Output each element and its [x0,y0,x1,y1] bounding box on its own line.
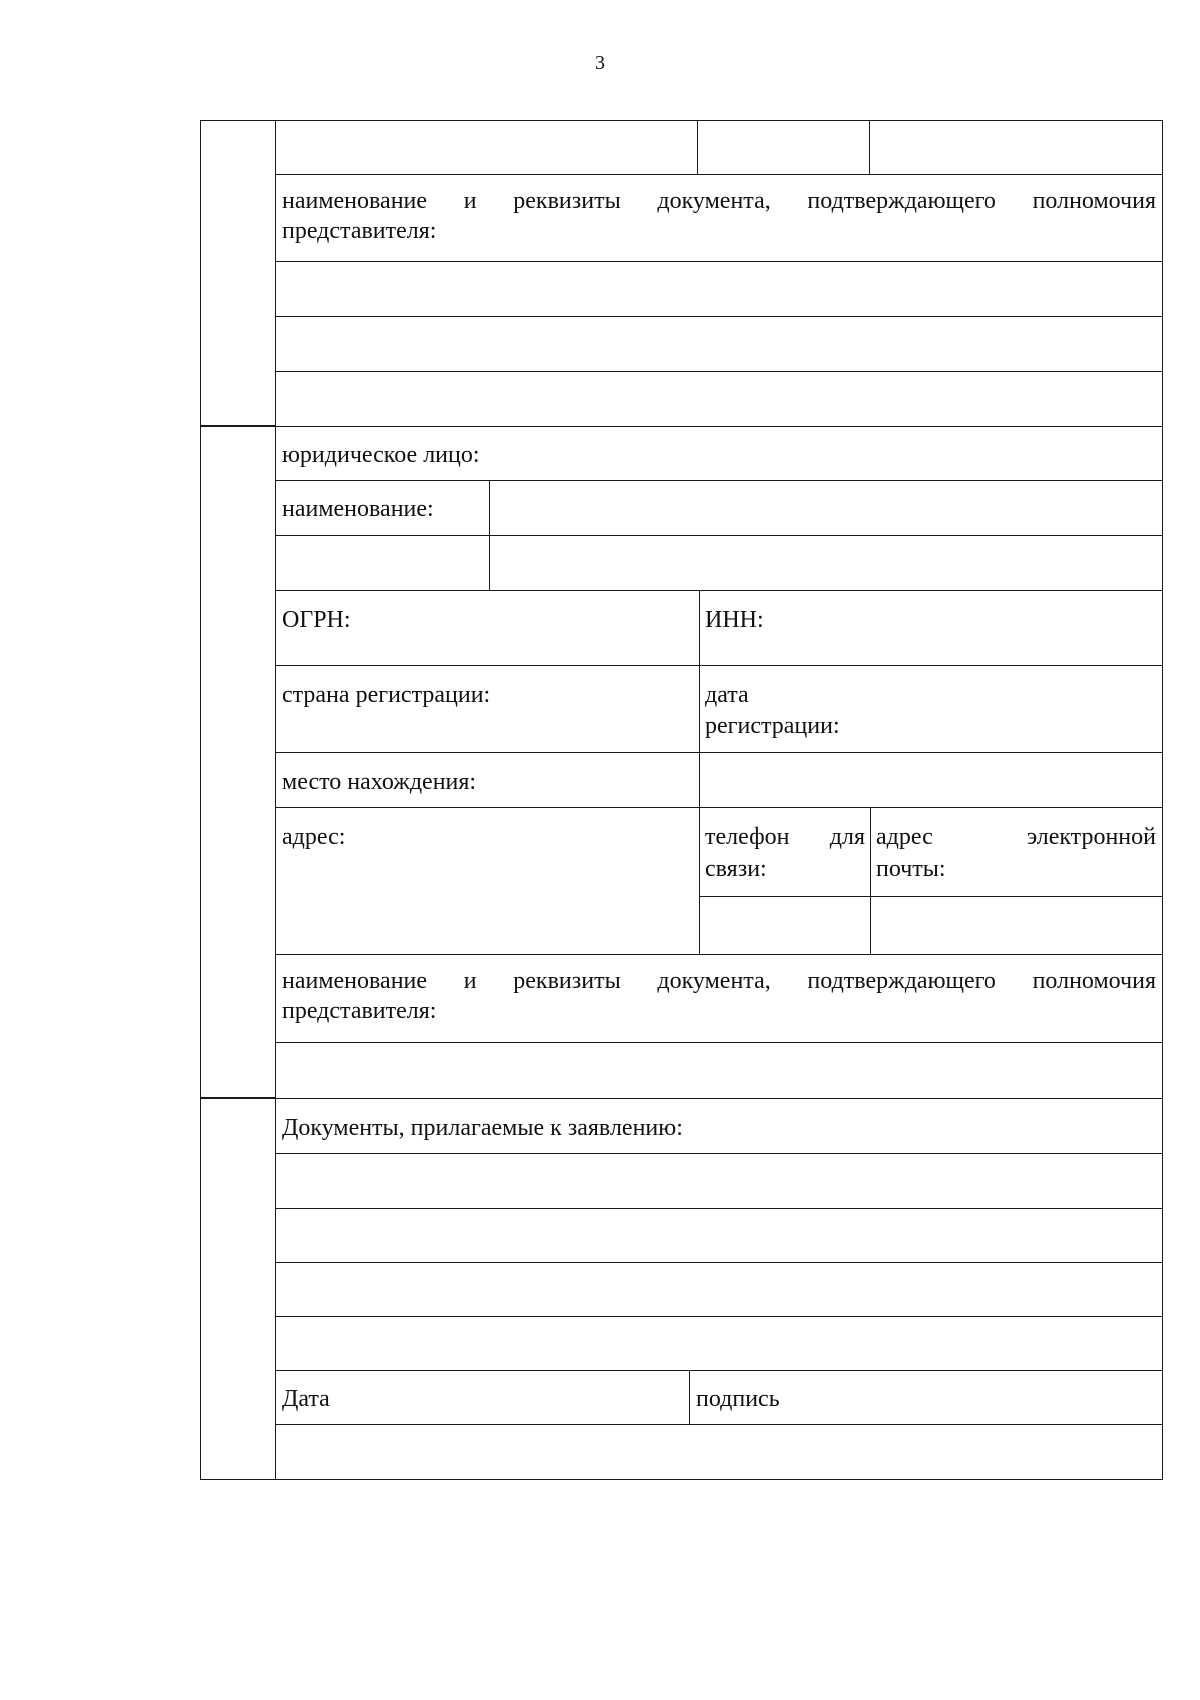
date-label-cell [275,1370,690,1425]
documents-field-1[interactable] [275,1153,1163,1209]
legal-entity-ogrn-label: ОГРН: [282,607,351,633]
representative-authority-document-label: наименование и реквизиты документа, подтверждающего полномочия представителя: [282,188,1156,244]
legal-entity-authority-document-field[interactable] [275,1042,1163,1099]
legal-entity-inn-cell[interactable] [699,590,1163,666]
legal-entity-email-field[interactable] [870,896,1163,955]
documents-field-4[interactable] [275,1316,1163,1371]
legal-entity-phone-label-line1 [705,822,865,852]
representative-authority-document-field-2[interactable] [275,316,1163,372]
representative-field-2[interactable] [697,120,870,175]
representative-authority-document-field-3[interactable] [275,371,1163,427]
legal-entity-name-label: наименование: [282,496,434,522]
legal-entity-title: юридическое лицо: [282,442,480,468]
phone-label-word-2: для [829,824,865,850]
phone-label-word-1: телефон [705,824,790,850]
legal-entity-email-label-line1 [876,822,1156,852]
legal-entity-reg-date-label-line1: дата [705,682,749,708]
legal-entity-name-extra-left-field[interactable] [275,535,490,591]
row-number-cell-documents [200,1098,276,1480]
legal-entity-email-label-line2: почты: [876,856,946,882]
date-signature-field[interactable] [275,1424,1163,1480]
email-label-word-2: электронной [1026,824,1156,850]
legal-entity-location-field[interactable] [699,752,1163,808]
legal-entity-inn-label: ИНН: [705,607,764,633]
documents-field-3[interactable] [275,1262,1163,1317]
email-label-word-1: адрес [876,824,933,850]
legal-entity-location-label: место нахождения: [282,769,477,795]
legal-entity-phone-field[interactable] [699,896,871,955]
row-number-cell-legal-entity [200,426,276,1098]
signature-label: подпись [696,1386,780,1412]
row-number-cell-representative [200,120,276,426]
legal-entity-address-label: адрес: [282,824,346,850]
page-number: 3 [595,52,605,74]
date-label: Дата [282,1386,330,1412]
representative-field-1[interactable] [275,120,698,175]
documents-title: Документы, прилагаемые к заявлению: [282,1115,683,1141]
legal-entity-phone-label-line2: связи: [705,856,767,882]
legal-entity-reg-date-label-line2: регистрации: [705,713,840,739]
legal-entity-name-extra-right-field[interactable] [489,535,1163,591]
representative-field-3[interactable] [869,120,1163,175]
legal-entity-country-label: страна регистрации: [282,682,491,708]
legal-entity-authority-document-label: наименование и реквизиты документа, подтверждающего полномочия представителя: [282,968,1156,1024]
documents-field-2[interactable] [275,1208,1163,1263]
legal-entity-name-field[interactable] [489,480,1163,536]
representative-authority-document-field-1[interactable] [275,261,1163,317]
